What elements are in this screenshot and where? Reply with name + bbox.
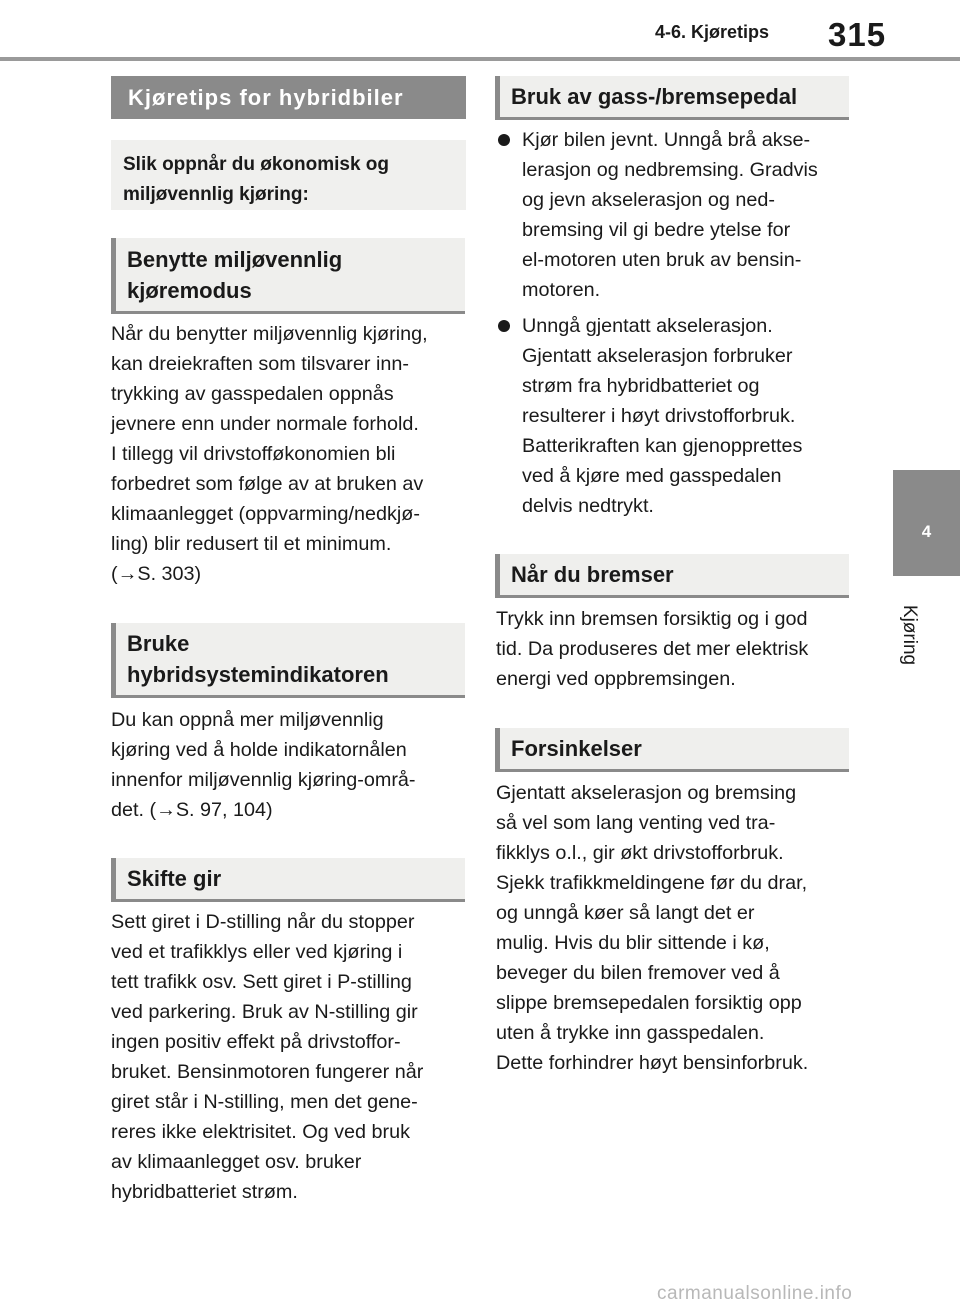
delays-paragraph [496, 778, 856, 1078]
bullet-dot-icon [498, 320, 510, 332]
heading-gear-shift-line-1: Skifte gir [127, 866, 222, 891]
heading-gear-shift [111, 858, 465, 902]
text-line: Sett giret i D-stilling når du stopper [111, 911, 415, 933]
text-line: Når du benytter miljøvennlig kjøring, [111, 323, 428, 345]
text-line: hybridbatteriet strøm. [111, 1181, 298, 1203]
chapter-label: Kjøring [899, 604, 920, 666]
text-line: innenfor miljøvennlig kjøring-områ- [111, 769, 416, 791]
text-line: strøm fra hybridbatteriet og [522, 375, 760, 397]
text-line: Gjentatt akselerasjon forbruker [522, 345, 793, 367]
heading-braking-text: Når du bremser [511, 562, 674, 587]
text-line: (→S. 303) [111, 563, 202, 585]
text-line: ved parkering. Bruk av N-stilling gir [111, 1001, 418, 1023]
text-line: resulterer i høyt drivstofforbruk. [522, 405, 796, 427]
text-line: motoren. [522, 279, 601, 301]
text-line: og unngå køer så langt det er [496, 902, 755, 924]
text-line: lerasjon og nedbremsing. Gradvis [522, 159, 818, 181]
text-line: bruket. Bensinmotoren fungerer når [111, 1061, 424, 1083]
eco-mode-paragraph [111, 319, 471, 589]
heading-hybrid-indicator-line-2: hybridsystemindikatoren [127, 662, 389, 687]
braking-paragraph [496, 604, 856, 694]
text-line: delvis nedtrykt. [522, 495, 654, 517]
hybrid-indicator-paragraph [111, 705, 471, 825]
heading-pedal-use [495, 76, 849, 120]
text-line: Kjør bilen jevnt. Unngå brå akse- [522, 129, 811, 151]
text-line: Du kan oppnå mer miljøvennlig [111, 709, 384, 731]
text-line: fikklys o.l., gir økt drivstofforbruk. [496, 842, 784, 864]
text-line: så vel som lang venting ved tra- [496, 812, 776, 834]
bullet-item [496, 125, 856, 305]
text-line: Batterikraften kan gjenopprettes [522, 435, 803, 457]
bullet-item [496, 311, 856, 521]
text-line: Sjekk trafikkmeldingene før du drar, [496, 872, 808, 894]
chapter-tab [893, 470, 960, 576]
text-line: slippe bremsepedalen forsiktig opp [496, 992, 802, 1014]
text-line: av klimaanlegget osv. bruker [111, 1151, 362, 1173]
text-line: og jevn akselerasjon og ned- [522, 189, 775, 211]
heading-pedal-use-text: Bruk av gass-/bremsepedal [511, 84, 798, 109]
text-line: mulig. Hvis du blir sittende i kø, [496, 932, 770, 954]
page-number: 315 [828, 16, 887, 53]
text-line: tett trafikk osv. Sett giret i P-stilling [111, 971, 412, 993]
text-line: I tillegg vil drivstofføkonomien bli [111, 443, 396, 465]
text-line: Gjentatt akselerasjon og bremsing [496, 782, 797, 804]
text-line: trykking av gasspedalen oppnås [111, 383, 394, 405]
text-line: Unngå gjentatt akselerasjon. [522, 315, 773, 337]
heading-hybrid-indicator-line-1: Bruke [127, 631, 190, 656]
heading-eco-mode-line-2: kjøremodus [127, 277, 252, 303]
text-line: ingen positiv effekt på drivstoffor- [111, 1031, 401, 1053]
text-line: kan dreiekraften som tilsvarer inn- [111, 353, 409, 375]
text-line: forbedret som følge av at bruken av [111, 473, 424, 495]
heading-eco-mode-line-1: Benytte miljøvennlig [127, 246, 343, 272]
watermark: carmanualsonline.info [657, 1283, 853, 1304]
heading-delays-text: Forsinkelser [511, 736, 642, 761]
text-line: reres ikke elektrisitet. Og ved bruk [111, 1121, 411, 1143]
text-line: ling) blir redusert til et minimum. [111, 533, 392, 555]
header-rule [0, 57, 960, 61]
text-line: giret står i N-stilling, men det gene- [111, 1091, 418, 1113]
chapter-number: 4 [921, 522, 932, 541]
gear-shift-paragraph [111, 907, 471, 1207]
heading-eco-mode [111, 238, 465, 314]
text-line: jevnere enn under normale forhold. [111, 413, 419, 435]
section-header: 4-6. Kjøretips [655, 22, 770, 42]
text-line: ved et trafikklys eller ved kjøring i [111, 941, 403, 963]
intro-subheading: Slik oppnår du økonomisk og miljøvennlig kjøring: [111, 140, 466, 210]
text-line: det. (→S. 97, 104) [111, 799, 273, 821]
text-line: el-motoren uten bruk av bensin- [522, 249, 802, 271]
text-line: uten å trykke inn gasspedalen. [496, 1022, 765, 1044]
text-line: klimaanlegget (oppvarming/nedkjø- [111, 503, 420, 525]
text-line: bremsing vil gi bedre ytelse for [522, 219, 791, 241]
text-line: Dette forhindrer høyt bensinforbruk. [496, 1052, 809, 1074]
heading-braking [495, 554, 849, 598]
heading-hybrid-indicator [111, 623, 465, 698]
text-line: beveger du bilen fremover ved å [496, 962, 780, 984]
bullet-dot-icon [498, 134, 510, 146]
text-line: ved å kjøre med gasspedalen [522, 465, 782, 487]
text-line: tid. Da produseres det mer elektrisk [496, 638, 809, 660]
text-line: kjøring ved å holde indikatornålen [111, 739, 407, 761]
text-line: Trykk inn bremsen forsiktig og i god [496, 608, 808, 630]
text-line: energi ved oppbremsingen. [496, 668, 736, 690]
heading-delays [495, 728, 849, 772]
page-title: Kjøretips for hybridbiler [111, 76, 466, 119]
